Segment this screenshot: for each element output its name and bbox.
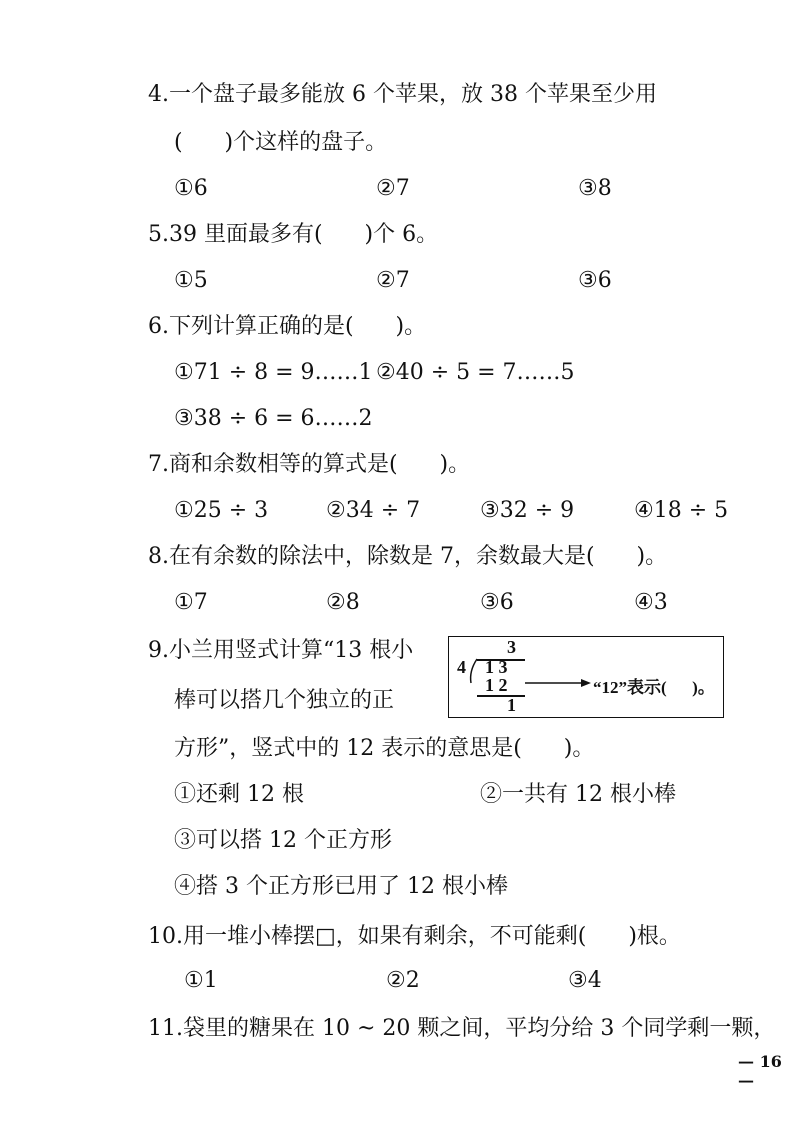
q7-option-1[interactable]: ①25 ÷ 3	[174, 498, 269, 523]
q9-option-2[interactable]: ②一共有 12 根小棒	[480, 782, 676, 807]
arrow-right-icon	[523, 677, 593, 689]
q6-option-3[interactable]: ③38 ÷ 6 = 6……2	[174, 406, 373, 431]
division-remainder: 1	[507, 695, 516, 715]
q7-option-2[interactable]: ②34 ÷ 7	[326, 498, 421, 523]
q8-option-1[interactable]: ①7	[174, 590, 208, 615]
q10-option-2[interactable]: ②2	[386, 968, 420, 993]
division-subtract-line	[477, 695, 525, 697]
question-8-stem: 8.在有余数的除法中，除数是 7，余数最大是( )。	[148, 544, 668, 569]
q9-option-3[interactable]: ③可以搭 12 个正方形	[174, 828, 392, 853]
q10-option-3[interactable]: ③4	[568, 968, 602, 993]
question-11-stem: 11.袋里的糖果在 10 ~ 20 颗之间，平均分给 3 个同学剩一颗，	[148, 1016, 776, 1041]
q4-option-3[interactable]: ③8	[578, 176, 612, 201]
question-4-stem-cont: ( )个这样的盘子。	[174, 130, 388, 155]
question-5-stem: 5.39 里面最多有( )个 6。	[148, 222, 439, 247]
q7-option-3[interactable]: ③32 ÷ 9	[480, 498, 575, 523]
question-10-stem: 10.用一堆小棒摆□，如果有剩余，不可能剩( )根。	[148, 924, 681, 949]
figure-annotation: “12”表示( )。	[593, 678, 715, 697]
q5-option-3[interactable]: ③6	[578, 268, 612, 293]
q9-option-4[interactable]: ④搭 3 个正方形已用了 12 根小棒	[174, 874, 508, 899]
q8-option-3[interactable]: ③6	[480, 590, 514, 615]
q5-option-1[interactable]: ①5	[174, 268, 208, 293]
q10-option-1[interactable]: ①1	[184, 968, 218, 993]
q8-option-4[interactable]: ④3	[634, 590, 668, 615]
question-4-stem: 4.一个盘子最多能放 6 个苹果，放 38 个苹果至少用	[148, 82, 657, 107]
page-number: — 16 —	[738, 1052, 782, 1090]
q5-option-2[interactable]: ②7	[376, 268, 410, 293]
question-7-stem: 7.商和余数相等的算式是( )。	[148, 452, 471, 477]
q4-option-1[interactable]: ①6	[174, 176, 208, 201]
question-9-stem-line2: 棒可以搭几个独立的正	[174, 688, 395, 713]
q6-option-2[interactable]: ②40 ÷ 5 = 7……5	[376, 360, 575, 385]
division-divisor: 4	[457, 657, 466, 677]
q9-option-1[interactable]: ①还剩 12 根	[174, 782, 304, 807]
question-9-stem-line3: 方形”，竖式中的 12 表示的意思是( )。	[174, 736, 595, 761]
division-quotient: 3	[507, 637, 516, 657]
division-product: 1 2	[485, 675, 508, 695]
q4-option-2[interactable]: ②7	[376, 176, 410, 201]
long-division-figure	[448, 636, 724, 718]
division-bracket	[467, 657, 481, 685]
q7-option-4[interactable]: ④18 ÷ 5	[634, 498, 729, 523]
q8-option-2[interactable]: ②8	[326, 590, 360, 615]
q6-option-1[interactable]: ①71 ÷ 8 = 9……1	[174, 360, 373, 385]
question-6-stem: 6.下列计算正确的是( )。	[148, 314, 427, 339]
division-dividend: 1 3	[485, 657, 508, 677]
question-9-stem-line1: 9.小兰用竖式计算“13 根小	[148, 638, 414, 663]
